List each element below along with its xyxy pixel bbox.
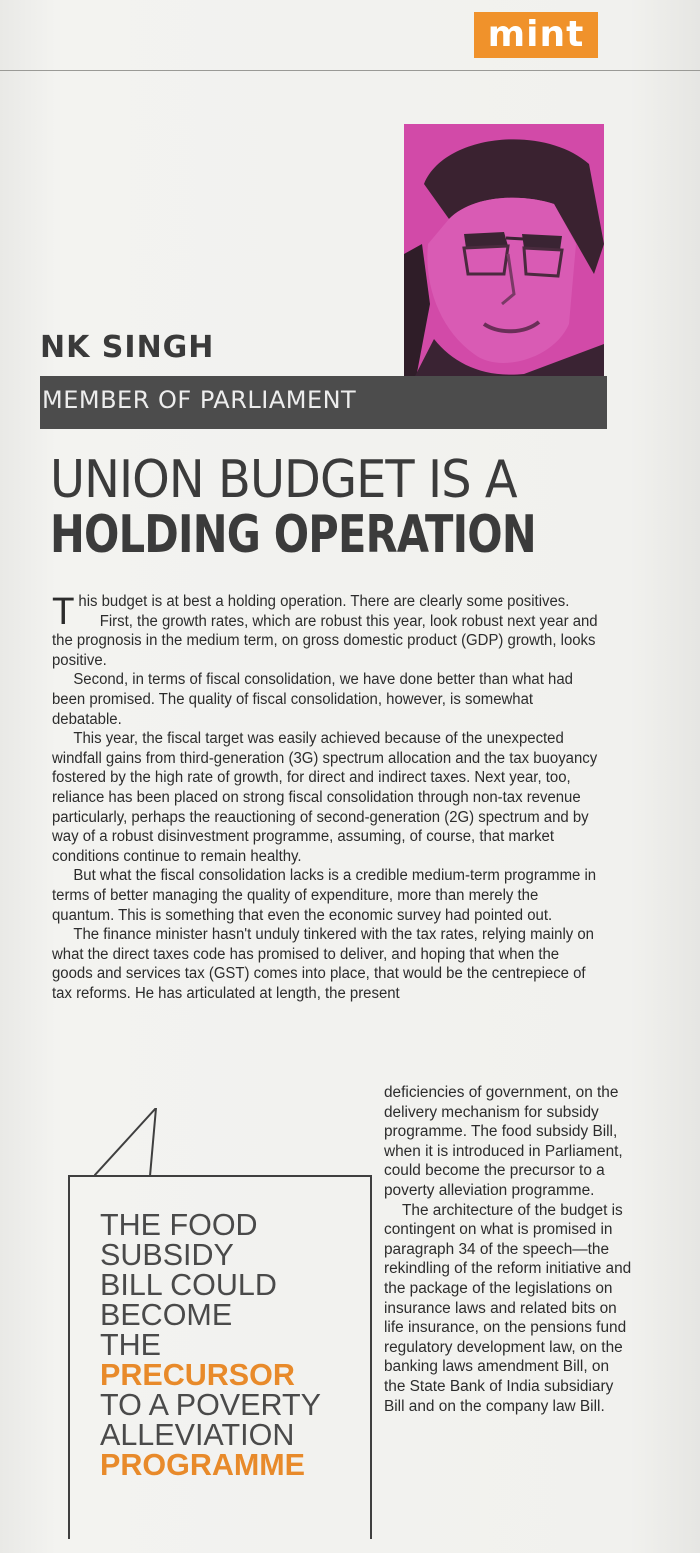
article-paragraph: But what the fiscal consolidation lacks is a credible medium-term programme in terms of better managing the quality of expenditure, more than merely the quantum. This is something that even the economic survey had pointed out. bbox=[52, 867, 597, 924]
pull-quote-line: ALLEVIATION bbox=[100, 1418, 295, 1452]
pull-quote-highlight: PRECURSOR bbox=[100, 1358, 295, 1392]
pull-quote-line: THE FOOD bbox=[100, 1208, 258, 1242]
headline-line-1: UNION BUDGET IS A bbox=[50, 450, 517, 510]
article-column bbox=[384, 1083, 632, 1416]
drop-cap: T bbox=[52, 591, 75, 633]
pull-quote-highlight: PROGRAMME bbox=[100, 1448, 306, 1482]
article-paragraph: First, the growth rates, which are robust this year, look robust next year and the prognosis in the medium term, on gross domestic product (GDP) growth, looks positive. bbox=[52, 612, 598, 669]
article-paragraph: This budget is at best a holding operation. There are clearly some positives. bbox=[52, 591, 570, 633]
author-portrait bbox=[404, 124, 604, 378]
column-divider bbox=[370, 1175, 372, 1537]
masthead-rule bbox=[0, 70, 700, 71]
article-body bbox=[52, 592, 601, 1003]
callout-tail bbox=[94, 1108, 164, 1178]
article-paragraph: The finance minister hasn't unduly tinkered with the tax rates, relying mainly on what the direct taxes code has promised to deliver, and hoping that when the goods and services tax (GST) comes into place, that would be the centrepiece of tax reforms. He has articulated at length, the present bbox=[52, 926, 594, 1002]
author-name: NK SINGH bbox=[40, 330, 215, 365]
pull-quote-line: SUBSIDY bbox=[100, 1238, 234, 1272]
article-paragraph: deficiencies of government, on the delivery mechanism for subsidy programme. The food subsidy Bill, when it is introduced in Parliament, could become the precursor to a poverty alleviation programme. bbox=[384, 1084, 623, 1199]
article-paragraph: Second, in terms of fiscal consolidation, we have done better than what had been promised. The quality of fiscal consolidation, however, is somewhat debatable. bbox=[52, 671, 573, 728]
pull-quote bbox=[100, 1210, 362, 1480]
headline-line-2: HOLDING OPERATION bbox=[50, 505, 536, 565]
pull-quote-line: BILL COULD bbox=[100, 1268, 277, 1302]
article-paragraph: This year, the fiscal target was easily achieved because of the unexpected windfall gains from third-generation (3G) spectrum allocation and the tax buoyancy fostered by the high rate of growth, for direct and indirect taxes. Next year, too, reliance has been placed on strong fiscal consolidation through non-tax revenue particularly, perhaps the reauctioning of second-generation (2G) spectrum and by way of a robust disinvestment programme, assuming, of course, that market conditions continue to remain healthy. bbox=[52, 730, 598, 865]
author-role: MEMBER OF PARLIAMENT bbox=[42, 386, 357, 414]
pull-quote-line: BECOME bbox=[100, 1298, 233, 1332]
article-paragraph: The architecture of the budget is contingent on what is promised in paragraph 34 of the speech—the rekindling of the reform initiative and the package of the legislations on insurance laws and related bits on life insurance, on the pensions fund regulatory development law, on the banking laws amendment Bill, on the State Bank of India subsidiary Bill and on the company law Bill. bbox=[384, 1201, 632, 1415]
mint-logo: mint bbox=[474, 12, 598, 58]
pull-quote-line: THE bbox=[100, 1328, 161, 1362]
portrait-image bbox=[404, 124, 604, 378]
pull-quote-line: TO A POVERTY bbox=[100, 1388, 321, 1422]
